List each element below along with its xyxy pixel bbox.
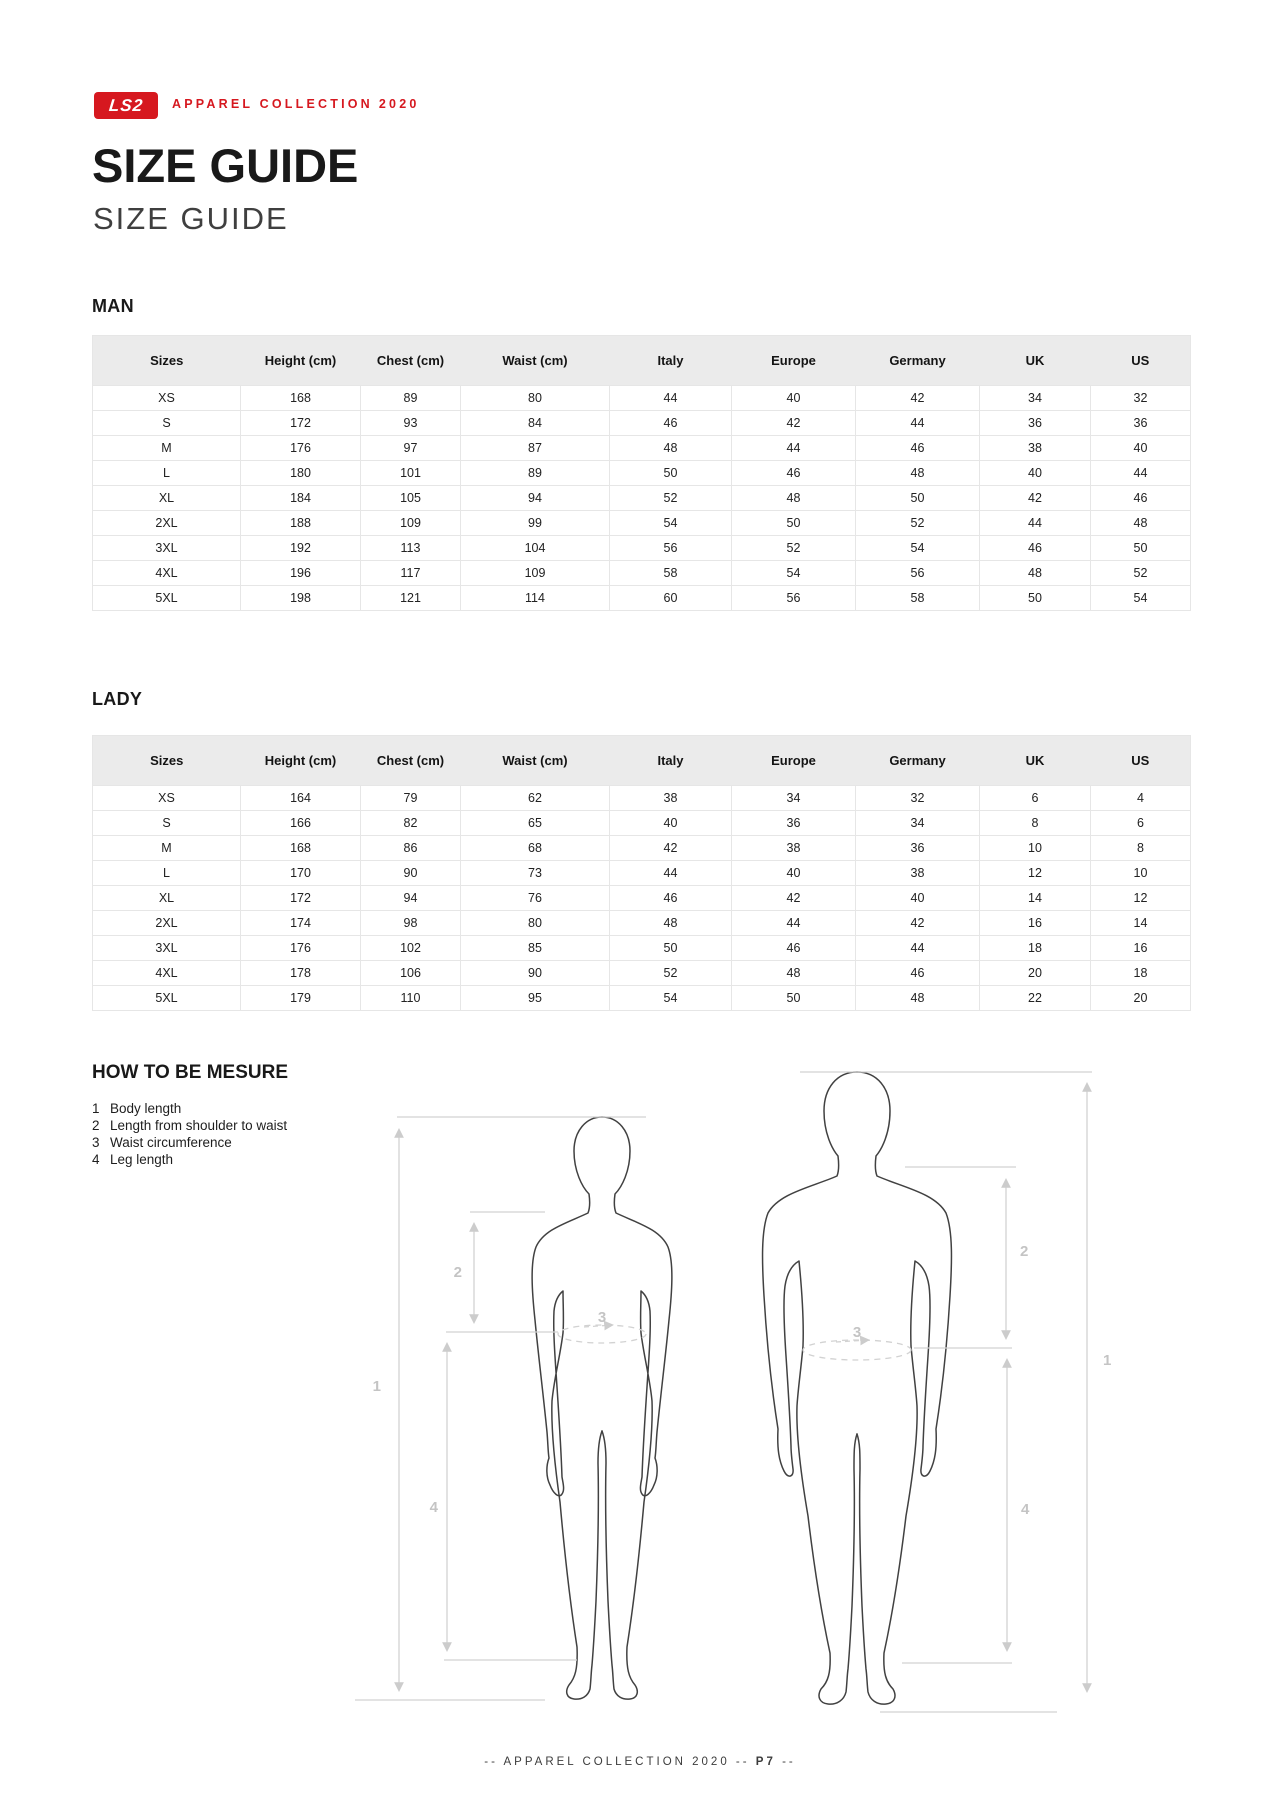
table-cell: 97 bbox=[361, 436, 461, 461]
table-cell: 48 bbox=[610, 911, 732, 936]
table-cell: XS bbox=[93, 386, 241, 411]
table-cell: 46 bbox=[856, 436, 980, 461]
table-header-cell: UK bbox=[980, 336, 1091, 386]
table-cell: 8 bbox=[980, 811, 1091, 836]
table-cell: 109 bbox=[361, 511, 461, 536]
table-header-row bbox=[93, 736, 1191, 786]
table-cell: 113 bbox=[361, 536, 461, 561]
table-cell: 52 bbox=[732, 536, 856, 561]
table-cell: L bbox=[93, 861, 241, 886]
table-row bbox=[93, 936, 1191, 961]
table-cell: 44 bbox=[856, 411, 980, 436]
female-figure bbox=[532, 1117, 672, 1699]
ls2-logo-text: LS2 bbox=[107, 95, 145, 115]
table-cell: 178 bbox=[241, 961, 361, 986]
measure-item bbox=[92, 1117, 287, 1134]
footer-page-number: P7 bbox=[755, 1756, 776, 1768]
page-subtitle: SIZE GUIDE bbox=[93, 201, 289, 236]
table-cell: 98 bbox=[361, 911, 461, 936]
table-cell: 42 bbox=[980, 486, 1091, 511]
table-header-cell: Chest (cm) bbox=[361, 736, 461, 786]
table-cell: 8 bbox=[1091, 836, 1191, 861]
table-cell: 6 bbox=[1091, 811, 1191, 836]
table-cell: 94 bbox=[461, 486, 610, 511]
table-cell: 42 bbox=[732, 411, 856, 436]
table-cell: 2XL bbox=[93, 911, 241, 936]
table-header-cell: Europe bbox=[732, 336, 856, 386]
table-cell: 48 bbox=[610, 436, 732, 461]
section-label-lady: LADY bbox=[92, 689, 143, 709]
table-cell: 106 bbox=[361, 961, 461, 986]
table-row bbox=[93, 436, 1191, 461]
table-cell: 54 bbox=[1091, 586, 1191, 611]
table-cell: 38 bbox=[610, 786, 732, 811]
table-cell: 44 bbox=[732, 911, 856, 936]
table-cell: 46 bbox=[732, 936, 856, 961]
table-cell: M bbox=[93, 836, 241, 861]
table-cell: 44 bbox=[1091, 461, 1191, 486]
table-cell: 192 bbox=[241, 536, 361, 561]
measure-item-label: Body length bbox=[110, 1101, 182, 1116]
table-cell: 34 bbox=[856, 811, 980, 836]
table-cell: 34 bbox=[732, 786, 856, 811]
table-row bbox=[93, 536, 1191, 561]
female-measure-label-2: 2 bbox=[453, 1264, 462, 1281]
table-cell: 56 bbox=[610, 536, 732, 561]
table-cell: 20 bbox=[1091, 986, 1191, 1011]
male-waist-arrow bbox=[836, 1340, 868, 1342]
collection-header bbox=[172, 97, 420, 111]
table-cell: 95 bbox=[461, 986, 610, 1011]
table-row bbox=[93, 811, 1191, 836]
table-cell: 50 bbox=[732, 511, 856, 536]
table-row bbox=[93, 786, 1191, 811]
table-header-cell: Chest (cm) bbox=[361, 336, 461, 386]
table-cell: 40 bbox=[732, 386, 856, 411]
ls2-logo bbox=[94, 92, 158, 119]
table-row bbox=[93, 911, 1191, 936]
table-cell: 36 bbox=[1091, 411, 1191, 436]
table-cell: 50 bbox=[856, 486, 980, 511]
table-row bbox=[93, 961, 1191, 986]
table-cell: 172 bbox=[241, 411, 361, 436]
table-cell: 89 bbox=[461, 461, 610, 486]
table-cell: 20 bbox=[980, 961, 1091, 986]
table-cell: 65 bbox=[461, 811, 610, 836]
table-cell: 109 bbox=[461, 561, 610, 586]
male-figure-outline bbox=[857, 1072, 951, 1704]
table-header-cell: Sizes bbox=[93, 736, 241, 786]
table-cell: 52 bbox=[610, 961, 732, 986]
table-header-cell: Sizes bbox=[93, 336, 241, 386]
table-cell: 54 bbox=[610, 986, 732, 1011]
table-row bbox=[93, 886, 1191, 911]
table-cell: 99 bbox=[461, 511, 610, 536]
collection-year: 2020 bbox=[378, 97, 420, 111]
table-cell: 40 bbox=[856, 886, 980, 911]
table-cell: 176 bbox=[241, 436, 361, 461]
table-cell: 80 bbox=[461, 911, 610, 936]
table-cell: 38 bbox=[856, 861, 980, 886]
table-header-cell: Germany bbox=[856, 736, 980, 786]
lady-size-table bbox=[92, 735, 1191, 1011]
table-header-cell: US bbox=[1091, 336, 1191, 386]
table-cell: 40 bbox=[980, 461, 1091, 486]
table-cell: 40 bbox=[1091, 436, 1191, 461]
table-cell: 172 bbox=[241, 886, 361, 911]
table-cell: 198 bbox=[241, 586, 361, 611]
table-cell: 10 bbox=[1091, 861, 1191, 886]
table-cell: 40 bbox=[732, 861, 856, 886]
table-cell: 87 bbox=[461, 436, 610, 461]
table-cell: 196 bbox=[241, 561, 361, 586]
table-cell: 46 bbox=[856, 961, 980, 986]
table-cell: 10 bbox=[980, 836, 1091, 861]
measure-item-label: Length from shoulder to waist bbox=[110, 1118, 288, 1133]
table-cell: 48 bbox=[856, 461, 980, 486]
table-cell: 50 bbox=[980, 586, 1091, 611]
table-cell: 18 bbox=[980, 936, 1091, 961]
table-cell: 48 bbox=[1091, 511, 1191, 536]
table-cell: 5XL bbox=[93, 586, 241, 611]
measure-item-number: 1 bbox=[92, 1101, 100, 1116]
table-cell: 110 bbox=[361, 986, 461, 1011]
table-cell: 93 bbox=[361, 411, 461, 436]
table-cell: 3XL bbox=[93, 936, 241, 961]
table-cell: XS bbox=[93, 786, 241, 811]
measure-item-number: 3 bbox=[92, 1135, 100, 1150]
male-measure-label-3: 3 bbox=[852, 1324, 862, 1341]
measure-item-number: 4 bbox=[92, 1152, 100, 1167]
table-cell: 12 bbox=[980, 861, 1091, 886]
table-cell: 48 bbox=[856, 986, 980, 1011]
table-row bbox=[93, 461, 1191, 486]
table-cell: 50 bbox=[610, 461, 732, 486]
table-cell: 62 bbox=[461, 786, 610, 811]
measure-item-number: 2 bbox=[92, 1118, 100, 1133]
table-cell: 179 bbox=[241, 986, 361, 1011]
table-row bbox=[93, 836, 1191, 861]
table-cell: 48 bbox=[732, 486, 856, 511]
table-cell: 32 bbox=[1091, 386, 1191, 411]
table-cell: 52 bbox=[1091, 561, 1191, 586]
table-header-row bbox=[93, 336, 1191, 386]
table-cell: 90 bbox=[361, 861, 461, 886]
male-figure bbox=[763, 1072, 952, 1704]
female-waist-arrow bbox=[584, 1325, 612, 1327]
table-cell: 34 bbox=[980, 386, 1091, 411]
female-measure-label-4: 4 bbox=[429, 1499, 438, 1516]
table-cell: 48 bbox=[732, 961, 856, 986]
table-cell: 121 bbox=[361, 586, 461, 611]
measure-item-label: Leg length bbox=[110, 1152, 174, 1167]
table-cell: 46 bbox=[980, 536, 1091, 561]
table-cell: 73 bbox=[461, 861, 610, 886]
table-cell: 38 bbox=[980, 436, 1091, 461]
table-cell: 44 bbox=[610, 861, 732, 886]
table-cell: 42 bbox=[610, 836, 732, 861]
female-figure-outline bbox=[602, 1117, 672, 1699]
man-size-table bbox=[92, 335, 1191, 611]
table-row bbox=[93, 861, 1191, 886]
table-cell: 54 bbox=[732, 561, 856, 586]
table-cell: 44 bbox=[980, 511, 1091, 536]
table-cell: 4XL bbox=[93, 561, 241, 586]
table-cell: 86 bbox=[361, 836, 461, 861]
table-header-cell: Italy bbox=[610, 736, 732, 786]
table-cell: 54 bbox=[610, 511, 732, 536]
table-cell: 6 bbox=[980, 786, 1091, 811]
table-cell: 14 bbox=[980, 886, 1091, 911]
table-cell: 58 bbox=[610, 561, 732, 586]
measure-item-label: Waist circumference bbox=[110, 1135, 232, 1150]
table-cell: 14 bbox=[1091, 911, 1191, 936]
table-cell: 22 bbox=[980, 986, 1091, 1011]
table-cell: 52 bbox=[610, 486, 732, 511]
footer-text-suffix: -- bbox=[782, 1756, 796, 1768]
table-cell: 56 bbox=[856, 561, 980, 586]
table-header-cell: Europe bbox=[732, 736, 856, 786]
table-cell: 90 bbox=[461, 961, 610, 986]
measure-item bbox=[92, 1151, 287, 1168]
table-cell: 42 bbox=[856, 386, 980, 411]
table-cell: 36 bbox=[732, 811, 856, 836]
table-cell: 12 bbox=[1091, 886, 1191, 911]
table-cell: 3XL bbox=[93, 536, 241, 561]
female-measure-labels bbox=[373, 1264, 607, 1516]
measure-item bbox=[92, 1100, 287, 1117]
table-cell: 32 bbox=[856, 786, 980, 811]
table-cell: 166 bbox=[241, 811, 361, 836]
page-title: SIZE GUIDE bbox=[92, 139, 359, 192]
table-row bbox=[93, 561, 1191, 586]
table-cell: 80 bbox=[461, 386, 610, 411]
table-cell: 176 bbox=[241, 936, 361, 961]
table-row bbox=[93, 511, 1191, 536]
table-cell: 174 bbox=[241, 911, 361, 936]
table-cell: 42 bbox=[732, 886, 856, 911]
page-footer bbox=[0, 1756, 1280, 1768]
table-cell: 76 bbox=[461, 886, 610, 911]
table-header-cell: Waist (cm) bbox=[461, 336, 610, 386]
table-header-cell: UK bbox=[980, 736, 1091, 786]
table-cell: 56 bbox=[732, 586, 856, 611]
table-cell: 18 bbox=[1091, 961, 1191, 986]
male-measure-annotations bbox=[800, 1072, 1092, 1712]
table-cell: 184 bbox=[241, 486, 361, 511]
table-header-cell: US bbox=[1091, 736, 1191, 786]
table-header-cell: Waist (cm) bbox=[461, 736, 610, 786]
female-waist-circumference-ellipse bbox=[558, 1325, 646, 1343]
male-measure-label-4: 4 bbox=[1021, 1501, 1030, 1518]
table-cell: 38 bbox=[732, 836, 856, 861]
table-header-cell: Germany bbox=[856, 336, 980, 386]
female-measure-label-1: 1 bbox=[372, 1378, 381, 1395]
table-cell: M bbox=[93, 436, 241, 461]
table-cell: 46 bbox=[610, 411, 732, 436]
table-cell: 50 bbox=[732, 986, 856, 1011]
table-cell: 164 bbox=[241, 786, 361, 811]
table-cell: 84 bbox=[461, 411, 610, 436]
table-cell: 46 bbox=[1091, 486, 1191, 511]
footer-text: -- APPAREL COLLECTION 2020 -- bbox=[484, 1756, 750, 1768]
table-cell: 89 bbox=[361, 386, 461, 411]
table-row bbox=[93, 986, 1191, 1011]
table-cell: 104 bbox=[461, 536, 610, 561]
table-cell: 36 bbox=[856, 836, 980, 861]
table-cell: 44 bbox=[732, 436, 856, 461]
measure-item bbox=[92, 1134, 287, 1151]
table-cell: 168 bbox=[241, 836, 361, 861]
table-row bbox=[93, 486, 1191, 511]
table-header-cell: Height (cm) bbox=[241, 336, 361, 386]
table-cell: 82 bbox=[361, 811, 461, 836]
table-cell: 5XL bbox=[93, 986, 241, 1011]
table-header-cell: Height (cm) bbox=[241, 736, 361, 786]
table-cell: 58 bbox=[856, 586, 980, 611]
table-cell: 117 bbox=[361, 561, 461, 586]
table-cell: 79 bbox=[361, 786, 461, 811]
table-cell: 44 bbox=[610, 386, 732, 411]
collection-label: APPAREL COLLECTION bbox=[172, 97, 373, 111]
male-measure-label-2: 2 bbox=[1020, 1243, 1029, 1260]
table-cell: 52 bbox=[856, 511, 980, 536]
table-cell: 105 bbox=[361, 486, 461, 511]
table-cell: 40 bbox=[610, 811, 732, 836]
table-row bbox=[93, 411, 1191, 436]
table-cell: 48 bbox=[980, 561, 1091, 586]
section-label-man: MAN bbox=[92, 296, 134, 316]
table-cell: 114 bbox=[461, 586, 610, 611]
table-cell: 44 bbox=[856, 936, 980, 961]
table-cell: 2XL bbox=[93, 511, 241, 536]
table-cell: XL bbox=[93, 486, 241, 511]
table-cell: 102 bbox=[361, 936, 461, 961]
table-cell: 168 bbox=[241, 386, 361, 411]
table-cell: 85 bbox=[461, 936, 610, 961]
table-cell: 68 bbox=[461, 836, 610, 861]
table-cell: 50 bbox=[1091, 536, 1191, 561]
male-measure-labels bbox=[853, 1243, 1112, 1518]
male-measure-label-1: 1 bbox=[1103, 1352, 1112, 1369]
table-cell: 170 bbox=[241, 861, 361, 886]
table-cell: 4XL bbox=[93, 961, 241, 986]
table-cell: 42 bbox=[856, 911, 980, 936]
table-cell: 188 bbox=[241, 511, 361, 536]
table-cell: 46 bbox=[610, 886, 732, 911]
measure-list bbox=[92, 1100, 287, 1168]
table-cell: 54 bbox=[856, 536, 980, 561]
table-cell: 36 bbox=[980, 411, 1091, 436]
table-cell: 16 bbox=[980, 911, 1091, 936]
table-cell: S bbox=[93, 411, 241, 436]
table-cell: 4 bbox=[1091, 786, 1191, 811]
table-cell: 101 bbox=[361, 461, 461, 486]
table-cell: 180 bbox=[241, 461, 361, 486]
table-cell: 46 bbox=[732, 461, 856, 486]
table-cell: XL bbox=[93, 886, 241, 911]
table-cell: 94 bbox=[361, 886, 461, 911]
table-row bbox=[93, 386, 1191, 411]
table-cell: 16 bbox=[1091, 936, 1191, 961]
table-header-cell: Italy bbox=[610, 336, 732, 386]
female-measure-label-3: 3 bbox=[597, 1309, 607, 1326]
table-row bbox=[93, 586, 1191, 611]
table-cell: S bbox=[93, 811, 241, 836]
measure-heading: HOW TO BE MESURE bbox=[92, 1062, 288, 1083]
male-waist-circumference-ellipse bbox=[803, 1340, 911, 1360]
table-cell: L bbox=[93, 461, 241, 486]
female-measure-annotations bbox=[355, 1117, 646, 1700]
table-cell: 50 bbox=[610, 936, 732, 961]
table-cell: 60 bbox=[610, 586, 732, 611]
